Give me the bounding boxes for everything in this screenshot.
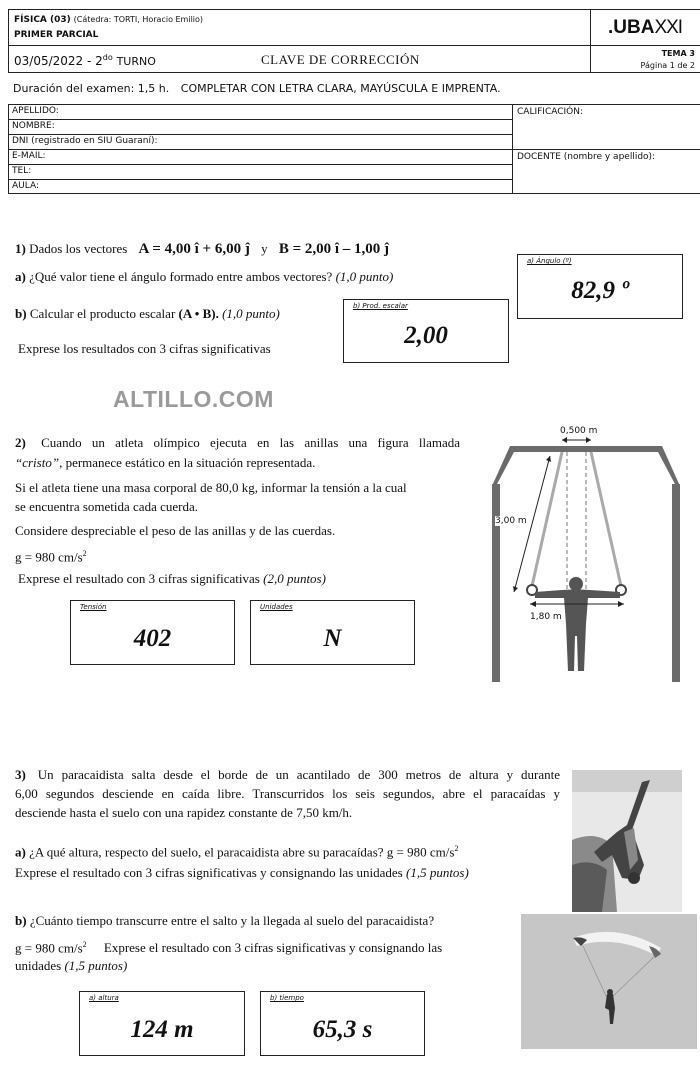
parachute-photo [521, 914, 697, 1049]
q1-number: 1) [15, 241, 26, 256]
q2-answer-tension-label: Tensión [80, 603, 107, 611]
q3-answer-height-value: 124 m [130, 1016, 194, 1043]
rings-figure [480, 424, 700, 684]
q1-answer-angle-label: a) Ángulo (º) [527, 257, 572, 265]
q3-answer-height-box [79, 991, 245, 1056]
q1-intro: Dados los vectores [29, 241, 128, 256]
q1-answer-dot-value: 2,00 [404, 322, 448, 349]
q3b-text: ¿Cuánto tiempo transcurre entre el salto y la llegada al suelo del paracaidista? [29, 913, 435, 928]
q1a-points: (1,0 punto) [335, 269, 394, 284]
q2-points: (2,0 puntos) [263, 571, 326, 586]
q1a-label: a) [15, 269, 26, 284]
uba-logo: .UBAXXI [608, 17, 683, 38]
q1-vector-a: A = 4,00 î + 6,00 ĵ [138, 241, 250, 257]
q1-vector-b: B = 2,00 î – 1,00 ĵ [278, 241, 390, 257]
q1b-text: Calcular el producto escalar [29, 306, 176, 321]
page-number: Página 1 de 2 [640, 61, 695, 70]
q2-note: Exprese el resultado con 3 cifras significativas [18, 571, 260, 586]
q1-answer-angle-box [517, 254, 683, 319]
q1b-expr: (A • B). [178, 306, 219, 321]
q1-answer-dot-box [343, 299, 509, 363]
q2-answer-units-value: N [323, 625, 342, 652]
skydiver-photo [572, 770, 682, 912]
fig-arm-span: 1,80 m [530, 612, 562, 622]
q3b-label: b) [15, 913, 27, 928]
q3b-note-cont: unidades [15, 958, 62, 973]
logo-box [590, 9, 700, 46]
q3-line1: Un paracaidista salta desde el borde de un acantilado de 300 metros de altura y durante [37, 767, 561, 782]
header-course-box [8, 9, 591, 46]
field-apellido[interactable]: APELLIDO: [9, 105, 513, 120]
q3b-note: Exprese el resultado con 3 cifras significativas y consignando las [103, 940, 443, 956]
directive: COMPLETAR CON LETRA CLARA, MAYÚSCULA E IMPRENTA. [180, 82, 501, 95]
q3-answer-height-label: a) altura [89, 994, 119, 1002]
q1a-text: ¿Qué valor tiene el ángulo formado entre ambos vectores? [29, 269, 333, 284]
q3-answer-time-box [260, 991, 425, 1056]
q3b-points: (1,5 puntos) [64, 958, 128, 973]
field-docente[interactable]: DOCENTE (nombre y apellido): [517, 152, 656, 162]
q3-number: 3) [15, 767, 26, 782]
q2-cristo: “cristo” [15, 455, 60, 470]
exam-date: 03/05/2022 - 2 [14, 54, 103, 68]
catedra: (Cátedra: TORTI, Horacio Emilio) [73, 15, 204, 24]
q2-line3: Si el atleta tiene una masa corporal de 80,0 kg, informar la tensión a la cual [15, 480, 407, 495]
header-date-box: $03/05/2022 - 2^{do}$ TURNO CLAVE DE CORRECCIÓN [8, 45, 591, 73]
field-dni[interactable]: DNI (registrado en SIU Guaraní): [9, 135, 513, 150]
watermark: ALTILLO.COM [113, 386, 274, 412]
q2-answer-units-label: Unidades [260, 603, 293, 611]
q3a-text: ¿A qué altura, respecto del suelo, el paracaidista abre su paracaídas? [29, 844, 384, 860]
q2-line5: Considere despreciable el peso de las anillas y de las cuerdas. [15, 523, 336, 538]
q1-separator: y [261, 241, 268, 256]
q2-number: 2) [15, 435, 26, 450]
fig-top-width: 0,500 m [560, 426, 598, 436]
field-tel[interactable]: TEL: [9, 165, 513, 180]
q3a-points: (1,5 puntos) [405, 865, 469, 880]
q3a-gravity: g = 980 cm/s [386, 844, 455, 860]
q2-answer-tension-box [70, 600, 235, 665]
q2-line1: Cuando un atleta olímpico ejecuta en las anillas una figura llamada [41, 435, 461, 450]
field-nombre[interactable]: NOMBRE: [9, 120, 513, 135]
student-form [8, 104, 700, 194]
rings-diagram [480, 424, 700, 684]
q3-line3: desciende hasta el suelo con una rapidez constante de 7,50 km/h. [15, 805, 353, 820]
q1b-label: b) [15, 306, 27, 321]
q1b-points: (1,0 punto) [222, 306, 280, 321]
q2-answer-tension-value: 402 [133, 625, 172, 652]
duration: Duración del examen: 1,5 h. [13, 82, 170, 95]
q3a-note: Exprese el resultado con 3 cifras significativas y consignando las unidades [15, 865, 403, 880]
tema: TEMA 3 [661, 49, 695, 58]
q1-answer-dot-label: b) Prod. escalar [353, 302, 408, 310]
field-aula[interactable]: AULA: [12, 181, 39, 191]
tema-box [590, 45, 700, 73]
q3b-gravity: g = 980 cm/s [15, 940, 83, 956]
exam-name: PRIMER PARCIAL [14, 30, 99, 40]
field-email[interactable]: E-MAIL: [9, 150, 513, 165]
doc-title: CLAVE DE CORRECCIÓN [261, 52, 420, 67]
q3-line2: 6,00 segundos desciende en caída libre. Transcurridos los seis segundos, abre el paracaídas y [15, 786, 560, 801]
q3-answer-time-value: 65,3 s [312, 1016, 373, 1043]
q3-answer-time-label: b) tiempo [270, 994, 304, 1002]
course-name: FÍSICA (03) [14, 15, 71, 25]
field-calificacion[interactable]: CALIFICACIÓN: [517, 107, 584, 117]
q2-answer-units-box [250, 600, 415, 665]
fig-rope-length: 3,00 m [495, 516, 527, 526]
q2-line2: , permanece estático en la situación representada. [59, 455, 316, 470]
q1-note: Exprese los resultados con 3 cifras significativas [18, 341, 271, 356]
q2-gravity: g = 980 cm/s [15, 549, 83, 565]
q1-answer-angle-value: 82,9 º [571, 277, 629, 304]
q2-line4: se encuentra sometida cada cuerda. [15, 499, 198, 514]
q3a-label: a) [15, 844, 26, 860]
